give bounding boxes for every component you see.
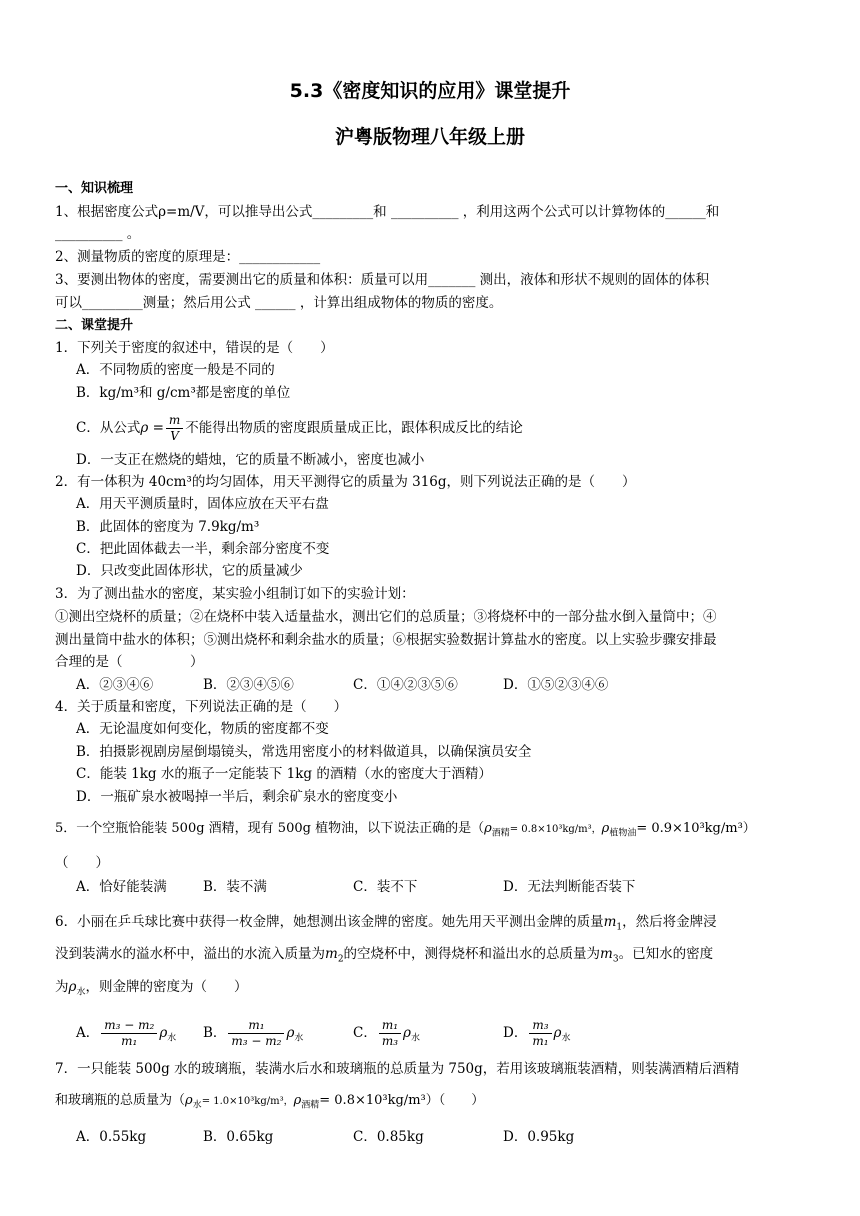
fraction-denominator: m₃ (381, 1034, 399, 1048)
question-2-option-b: B．此固体的密度为 7.9kg/m³ (76, 519, 260, 535)
question-1-option-d: D．一支正在燃烧的蜡烛，它的质量不断减小，密度也减小 (76, 452, 425, 468)
option-c-suffix: 不能得出物质的密度跟质量成正比，跟体积成反比的结论 (185, 420, 523, 436)
page-subtitle: 沪粤版物理八年级上册 (334, 126, 525, 148)
rho-symbol: ρ (286, 1025, 295, 1041)
question-5-option-c: C．装不下 (353, 879, 418, 895)
option-label: C． (353, 1025, 377, 1041)
rho-subscript-water: 水 (294, 1033, 304, 1044)
fraction-denominator: m₃ − m₂ (231, 1034, 282, 1048)
question-1-stem: 1．下列关于密度的叙述中，错误的是（ ） (55, 340, 334, 356)
question-4-option-d: D．一瓶矿泉水被喝掉一半后，剩余矿泉水的密度变小 (76, 789, 398, 805)
q6-line2-mid: 的空烧杯中，测得烧杯和溢出水的总质量为 (343, 946, 601, 962)
fraction-denominator: V (170, 429, 179, 443)
question-3-option-b: B．②③④⑤⑥ (203, 677, 294, 693)
question-7-option-d: D．0.95kg (503, 1129, 575, 1145)
option-fraction (379, 1018, 401, 1049)
rho-subscript-water: 水 (561, 1033, 571, 1044)
question-4-option-a: A．无论温度如何变化，物质的密度都不变 (76, 721, 329, 737)
rho-symbol: ρ (553, 1025, 562, 1041)
question-7-line2 (55, 1091, 484, 1116)
rho-subscript-water: 水 (192, 1100, 202, 1111)
question-6-option-d (503, 1015, 570, 1057)
rho-symbol: ρ (293, 1093, 302, 1108)
option-label: A． (76, 1025, 100, 1041)
water-density-value: = 1.0×10³kg/m³， (201, 1096, 294, 1107)
q5-close-paren: ） (742, 821, 756, 836)
question-1-option-a: A．不同物质的密度一般是不同的 (76, 362, 275, 378)
q6-line1-tail: ，然后将金牌浸 (622, 914, 717, 930)
question-7-line1: 7．一只能装 500g 水的玻璃瓶，装满水后水和玻璃瓶的总质量为 750g，若用该玻璃瓶装酒精，则装满酒精后酒精 (55, 1061, 740, 1077)
option-fraction (529, 1018, 551, 1049)
alcohol-density-value: = 0.8×10³kg/m³ (319, 1093, 426, 1108)
mass-subscript: 1 (616, 922, 623, 933)
question-4-option-c: C．能装 1kg 水的瓶子一定能装下 1kg 的酒精（水的密度大于酒精） (76, 766, 492, 782)
question-6-line2 (55, 944, 713, 970)
q6-line2-tail: 。已知水的密度 (618, 946, 714, 962)
review-q1-line2: __________ 。 (55, 226, 141, 242)
section-heading-review: 一、知识梳理 (55, 181, 134, 196)
rho-subscript-water: 水 (410, 1033, 420, 1044)
rho-symbol: ρ (68, 979, 77, 995)
q6-line2-text: 没到装满水的溢水杯中，溢出的水流入质量为 (55, 946, 325, 962)
mass-symbol: m (325, 946, 338, 962)
rho-symbol: ρ (601, 821, 610, 836)
question-5-option-d: D．无法判断能否装下 (503, 879, 636, 895)
fraction-numerator: m₃ − m₂ (101, 1018, 157, 1034)
question-6-line1 (55, 912, 717, 938)
question-7-option-a: A．0.55kg (76, 1129, 147, 1145)
question-3-option-d: D．①⑤②③④⑥ (503, 677, 609, 693)
question-5-stem (55, 819, 756, 844)
q6-line3-text: 为 (55, 979, 69, 995)
option-fraction (101, 1018, 157, 1049)
option-fraction (228, 1018, 284, 1049)
question-5-option-b: B．装不满 (203, 879, 267, 895)
q5-stem-text: 5．一个空瓶恰能装 500g 酒精，现有 500g 植物油，以下说法正确的是（ (55, 821, 485, 836)
alcohol-density-value: = 0.8×10³kg/m³， (509, 824, 602, 835)
question-2-option-a: A．用天平测质量时，固体应放在天平右盘 (76, 496, 329, 512)
oil-density-value: = 0.9×10³kg/m³ (636, 821, 743, 836)
q6-line1-text: 6．小丽在乒乓球比赛中获得一枚金牌，她想测出该金牌的密度。她先用天平测出金牌的质量 (55, 914, 604, 930)
question-6-line3 (55, 977, 247, 1003)
density-formula-lhs: ρ = (140, 420, 164, 436)
mass-subscript: 3 (612, 954, 619, 965)
rho-subscript-oil: 植物油 (609, 828, 637, 839)
question-4-option-b: B．拍摄影视剧房屋倒塌镜头，常选用密度小的材料做道具，以确保演员安全 (76, 744, 532, 760)
rho-symbol: ρ (159, 1025, 168, 1041)
question-2-stem: 2．有一体积为 40cm³的均匀固体，用天平测得它的质量为 316g，则下列说法正确的是（ ） (55, 474, 636, 490)
question-5-answer-paren: （ ） (55, 855, 109, 871)
fraction-numerator: m₃ (529, 1018, 551, 1034)
section-heading-practice: 二、课堂提升 (55, 318, 134, 333)
option-label: D． (503, 1025, 528, 1041)
q6-line3-tail: ，则金牌的密度为（ ） (85, 979, 248, 995)
question-5-option-a: A．恰好能装满 (76, 879, 167, 895)
fraction-numerator: m (166, 413, 183, 429)
mass-subscript: 2 (337, 954, 344, 965)
fraction-denominator: m₁ (532, 1034, 549, 1048)
mass-symbol: m (600, 946, 613, 962)
rho-symbol: ρ (403, 1025, 411, 1041)
question-3-option-a: A．②③④⑥ (76, 677, 154, 693)
review-q2: 2、测量物质的密度的原理是：____________ (55, 249, 321, 265)
question-3-option-c: C．①④②③⑤⑥ (353, 677, 458, 693)
mass-symbol: m (603, 914, 617, 930)
fraction-numerator: m₁ (379, 1018, 401, 1034)
rho-subscript-alcohol: 酒精 (491, 828, 510, 839)
rho-symbol: ρ (185, 1093, 193, 1108)
question-3-stem: 3．为了测出盐水的密度，某实验小组制订如下的实验计划： (55, 586, 415, 602)
question-1-option-c (76, 413, 523, 444)
question-3-line4: 合理的是（ ） (55, 654, 204, 670)
question-7-option-c: C．0.85kg (353, 1129, 424, 1145)
mass-over-volume-fraction (166, 413, 183, 444)
option-c-prefix: C．从公式 (76, 420, 141, 436)
fraction-numerator: m₁ (228, 1018, 284, 1034)
question-7-option-b: B．0.65kg (203, 1129, 274, 1145)
rho-subscript-water: 水 (76, 987, 86, 998)
q7-line2-text: 和玻璃瓶的总质量为（ (55, 1093, 186, 1108)
question-3-line3: 测出量筒中盐水的体积；⑤测出烧杯和剩余盐水的质量；⑥根据实验数据计算盐水的密度。以上实验步骤安排最 (55, 632, 717, 648)
q7-line2-tail: ）（ ） (425, 1093, 485, 1108)
question-1-option-b: B．kg/m³和 g/cm³都是密度的单位 (76, 385, 291, 401)
question-4-stem: 4．关于质量和密度，下列说法正确的是（ ） (55, 699, 348, 715)
review-q3-line2: 可以_________测量；然后用公式 ______ ，计算出组成物体的物质的密度。 (55, 295, 503, 311)
question-6-option-c (353, 1015, 420, 1057)
question-2-option-c: C．把此固体截去一半，剩余部分密度不变 (76, 541, 330, 557)
question-6-option-b (203, 1015, 303, 1057)
rho-subscript-water: 水 (167, 1033, 177, 1044)
fraction-denominator: m₁ (121, 1034, 138, 1048)
rho-subscript-alcohol: 酒精 (301, 1100, 320, 1111)
question-3-line2: ①测出空烧杯的质量；②在烧杯中装入适量盐水，测出它们的总质量；③将烧杯中的一部分盐水倒入量筒中；④ (55, 609, 717, 625)
rho-symbol: ρ (484, 821, 492, 836)
option-label: B． (203, 1025, 227, 1041)
review-q3-line1: 3、要测出物体的密度，需要测出它的质量和体积：质量可以用_______ 测出，液体和形状不规则的固体的体积 (55, 272, 710, 288)
question-2-option-d: D．只改变此固体形状，它的质量减少 (76, 563, 303, 579)
page-title: 5.3《密度知识的应用》课堂提升 (289, 80, 571, 102)
review-q1-line1: 1、根据密度公式ρ=m/V，可以推导出公式_________和 __________ ，利用这两个公式可以计算物体的______和 (55, 204, 720, 220)
question-6-option-a (76, 1015, 176, 1057)
